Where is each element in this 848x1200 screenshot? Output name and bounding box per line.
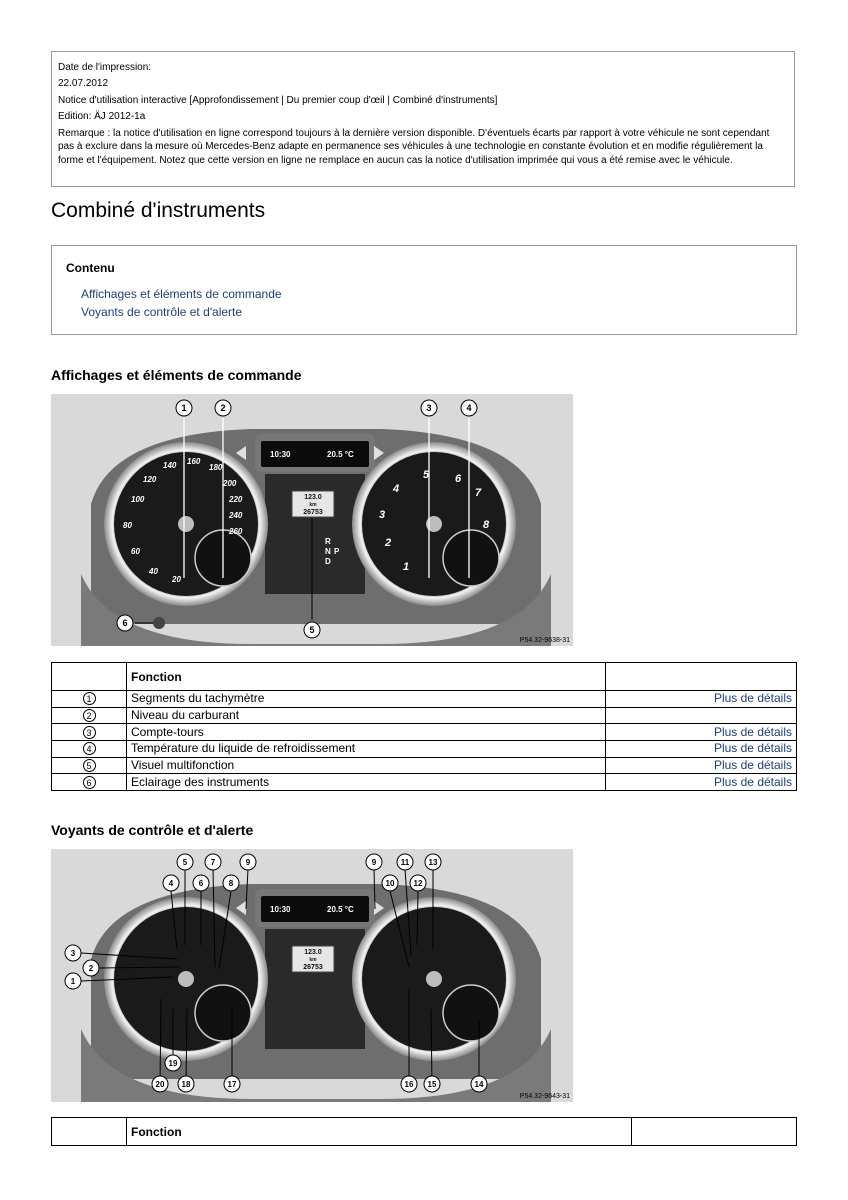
row-label: Visuel multifonction xyxy=(127,757,606,774)
display-trip: 123.0 xyxy=(304,949,322,956)
display-unit: km xyxy=(309,502,317,508)
toc-heading: Contenu xyxy=(66,261,115,275)
details-link[interactable]: Plus de détails xyxy=(606,774,797,791)
print-date-label: Date de l'impression: xyxy=(58,62,152,73)
figure-code: P54.32-9638-31 xyxy=(519,637,570,644)
callout-19: 19 xyxy=(168,1059,178,1068)
callout-4: 4 xyxy=(466,403,472,413)
details-link[interactable]: Plus de détails xyxy=(606,691,797,708)
table-header-num xyxy=(52,663,127,691)
callout-8: 8 xyxy=(228,879,234,888)
table-header-link xyxy=(632,1118,797,1146)
gear-n: N xyxy=(325,547,331,556)
rpm-tick-1: 1 xyxy=(403,561,410,573)
gear-r: R xyxy=(325,537,331,546)
details-link[interactable]: Plus de détails xyxy=(606,741,797,758)
callout-9-left: 9 xyxy=(245,858,251,867)
table-header-row xyxy=(52,663,797,691)
row-label: Eclairage des instruments xyxy=(127,774,606,791)
callout-3: 3 xyxy=(426,403,432,413)
speed-tick-40: 40 xyxy=(149,567,158,576)
row-number: 3 xyxy=(83,726,96,739)
callout-12: 12 xyxy=(413,879,423,888)
callout-10: 10 xyxy=(385,879,395,888)
callout-2: 2 xyxy=(88,964,94,973)
speed-tick-220: 220 xyxy=(229,495,243,504)
callout-3: 3 xyxy=(70,949,76,958)
row-label: Compte-tours xyxy=(127,724,606,741)
rpm-tick-6: 6 xyxy=(455,473,462,485)
callout-6: 6 xyxy=(122,618,128,628)
table-row xyxy=(52,724,797,741)
callout-7: 7 xyxy=(210,858,216,867)
row-number: 5 xyxy=(83,759,96,772)
speed-tick-240: 240 xyxy=(229,511,243,520)
speed-tick-180: 180 xyxy=(209,463,223,472)
toc-link-displays[interactable]: Affichages et éléments de commande xyxy=(81,287,282,301)
callout-1: 1 xyxy=(181,403,187,413)
toc-link-warning-lamps[interactable]: Voyants de contrôle et d'alerte xyxy=(81,305,243,319)
callout-2: 2 xyxy=(220,403,226,413)
display-temp: 20.5 °C xyxy=(327,905,354,914)
print-path: Notice d'utilisation interactive [Approfondissement | Du premier coup d'œil | Combiné d'instruments] xyxy=(58,94,498,106)
print-info-box xyxy=(51,51,795,187)
speed-tick-260: 260 xyxy=(229,527,243,536)
row-number: 2 xyxy=(83,709,96,722)
table-header-row xyxy=(52,1118,797,1146)
table-header-link xyxy=(606,663,797,691)
row-number: 1 xyxy=(83,692,96,705)
speed-tick-20: 20 xyxy=(172,575,181,584)
callout-15: 15 xyxy=(427,1080,437,1089)
speed-tick-140: 140 xyxy=(163,461,177,470)
table-header-num xyxy=(52,1118,127,1146)
speed-tick-160: 160 xyxy=(187,457,201,466)
function-table-1 xyxy=(51,662,797,791)
instrument-cluster-figure-2 xyxy=(51,849,573,1102)
callout-6: 6 xyxy=(198,879,204,888)
rpm-tick-2: 2 xyxy=(385,537,392,549)
callout-13: 13 xyxy=(428,858,438,867)
speed-tick-200: 200 xyxy=(223,479,237,488)
instrument-cluster-illustration xyxy=(51,394,573,646)
speed-tick-80: 80 xyxy=(123,521,132,530)
details-link[interactable]: Plus de détails xyxy=(606,757,797,774)
function-table-2 xyxy=(51,1117,797,1146)
row-number: 6 xyxy=(83,776,96,789)
speed-tick-120: 120 xyxy=(143,475,157,484)
figure-code: P54.32-9643-31 xyxy=(519,1093,570,1100)
table-row xyxy=(52,757,797,774)
callout-14: 14 xyxy=(474,1080,484,1089)
print-remark: Remarque : la notice d'utilisation en ligne correspond toujours à la dernière version disponible. D'éventuels écarts par rapport à votre véhicule ne sont cependant pas à exclure dans la mesure où Mercedes-Benz adapte en permanence ses véhicules à une technologie en constante évolution et en modifie régulièrement la forme et l'équipement. Notez que cette version en ligne ne remplace en aucun cas la notice d'utilisation imprimée qui vous a été remise avec le véhicule. xyxy=(58,127,770,166)
callout-17: 17 xyxy=(227,1080,237,1089)
display-odo: 26753 xyxy=(303,509,323,516)
row-label: Segments du tachymètre xyxy=(127,691,606,708)
display-time: 10:30 xyxy=(270,905,291,914)
row-number: 4 xyxy=(83,742,96,755)
rpm-tick-4: 4 xyxy=(393,483,400,495)
callout-11: 11 xyxy=(400,858,410,867)
section-title-warning-lamps: Voyants de contrôle et d'alerte xyxy=(51,822,254,838)
speed-tick-60: 60 xyxy=(131,547,140,556)
callout-1: 1 xyxy=(70,977,76,986)
details-link xyxy=(606,707,797,724)
callout-9-right: 9 xyxy=(371,858,377,867)
page-title: Combiné d'instruments xyxy=(51,199,266,222)
callout-4: 4 xyxy=(168,879,174,888)
rpm-tick-7: 7 xyxy=(475,487,482,499)
table-row xyxy=(52,741,797,758)
warning-lamps-illustration xyxy=(51,849,573,1102)
table-row xyxy=(52,707,797,724)
row-label: Niveau du carburant xyxy=(127,707,606,724)
gear-p: P xyxy=(334,547,340,556)
callout-5: 5 xyxy=(182,858,188,867)
callout-5: 5 xyxy=(309,625,315,635)
display-unit: km xyxy=(309,957,317,963)
print-edition: Edition: ÄJ 2012-1a xyxy=(58,111,146,123)
print-date: 22.07.2012 xyxy=(58,78,109,90)
gear-d: D xyxy=(325,557,331,566)
row-label: Température du liquide de refroidissement xyxy=(127,741,606,758)
callout-16: 16 xyxy=(404,1080,414,1089)
display-time: 10:30 xyxy=(270,450,291,459)
table-header-function: Fonction xyxy=(127,663,606,691)
instrument-cluster-figure-1 xyxy=(51,394,573,646)
display-trip: 123.0 xyxy=(304,494,322,501)
table-header-function: Fonction xyxy=(127,1118,632,1146)
rpm-tick-5: 5 xyxy=(423,469,430,481)
details-link[interactable]: Plus de détails xyxy=(606,724,797,741)
display-odo: 26753 xyxy=(303,964,323,971)
callout-20: 20 xyxy=(155,1080,165,1089)
toc-box xyxy=(51,245,797,335)
rpm-tick-8: 8 xyxy=(483,519,490,531)
callout-18: 18 xyxy=(181,1080,191,1089)
table-row xyxy=(52,774,797,791)
display-temp: 20.5 °C xyxy=(327,450,354,459)
table-row xyxy=(52,691,797,708)
speed-tick-100: 100 xyxy=(131,495,145,504)
rpm-tick-3: 3 xyxy=(379,509,386,521)
section-title-displays: Affichages et éléments de commande xyxy=(51,367,302,383)
